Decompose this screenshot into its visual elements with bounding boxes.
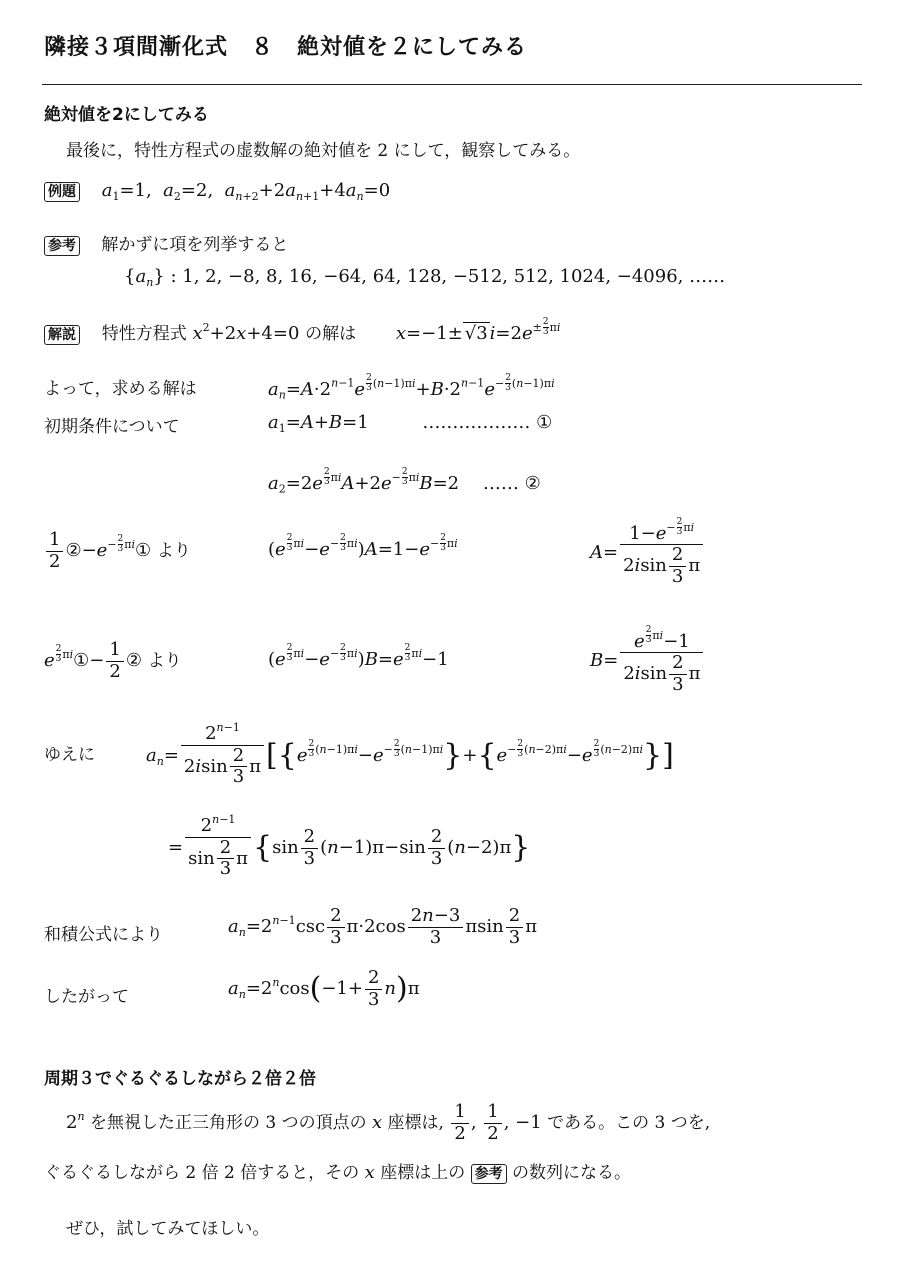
intro-paragraph: 最後に，特性方程式の虚数解の絶対値を 2 にして，観察してみる。	[66, 141, 581, 161]
dots-1: ………………	[422, 412, 531, 433]
char-eq-formula: $x^2+2x+4=0$	[192, 320, 300, 344]
step-b-label: e $^{\frac{2}{3} \pi i}$①− $\frac{1}{2}$ ② より	[44, 639, 182, 682]
example-equation: $a_1=1$, $a_2=2$, $a_{n+2}+2a_{n+1}+4a_n=0$	[101, 180, 391, 203]
char-eq-suffix: の解は	[305, 323, 357, 344]
solution-tag: 解説	[44, 325, 80, 345]
a-value: A= $1-e^{- \frac{2}{3} \pi i}$ 2isin $\frac{2}{3}$ π	[590, 518, 705, 588]
page-title: 隣接３項間漸化式 ８ 絶対値を２にしてみる	[44, 35, 528, 60]
from-label-a: より	[156, 541, 191, 562]
sum-formula-result: $a_n=2^{n-1}\csc$ $\frac{2}{3}$ π·2cos $\frac{2n-3}{3}$ πsin $\frac{2}{3}$ π	[228, 905, 538, 948]
general-solution-formula: $a_n=A\cdot 2^{n-1}e$ $^{\frac{2}{3} (n-1)\pi i}+B\cdot 2^{n-1}e^{- \frac{2}{3} (n-1)\pi i}$	[268, 373, 555, 402]
final-formula: $a_n=2^n\cos(-1+$ $\frac{2}{3}$ n)π	[228, 967, 420, 1010]
mark-1: ①	[536, 412, 553, 433]
initial-condition-1: $a_1=A+B=1$ ……………… ①	[268, 412, 553, 435]
reference-text: 解かずに項を列挙すると	[101, 235, 289, 255]
reference-tag-inline: 参考	[471, 1164, 507, 1184]
b-value: B= e $^{\frac{2}{3} \pi i}$−1 2isin $\frac{2}{3}$ π	[590, 626, 705, 696]
reference-line	[44, 230, 288, 256]
an-sine-form: = $2^{n-1}$ sin $\frac{2}{3}$ π {sin $\frac{2}{3}$ (n−1)π−sin $\frac{2}{3}$ (n−2)π}	[168, 812, 531, 880]
sum-formula-label: 和積公式により	[44, 925, 163, 945]
example-line	[44, 180, 390, 202]
from-label-b: より	[147, 651, 182, 672]
title-rule	[42, 84, 862, 85]
step-a-label: $\frac{1}{2}$ $②-e^{- \frac{2}{3} \pi i}①$ より	[44, 530, 191, 572]
mark-2: ②	[524, 472, 541, 494]
general-solution-label: よって，求める解は	[44, 379, 197, 399]
solution-char-eq	[44, 318, 560, 345]
hence-label: したがって	[44, 987, 129, 1007]
therefore-label: ゆえに	[44, 745, 95, 765]
sequence-listing: $\{a_n\}$ : 1, 2, −8, 8, 16, −64, 64, 128, −512, 512, 1024, −4096, ……	[124, 266, 726, 289]
initial-condition-2: $a_2=2e$ $^{\frac{2}{3} \pi i}A+2e^{- \frac{2}{3} \pi i}B=2$ …… ②	[268, 467, 541, 496]
an-expansion: $a_n=$ $2^{n-1}$ 2isin $\frac{2}{3}$ π [{e $^{\frac{2}{3} (n-1)\pi i}-e^{- \frac{2}{3} (n-1)\pi i}\}+\{e^{- \frac{2}{3} (n-2)\pi i}-e$ $^{\frac{2}{3} (n-2)\pi i}$}]	[146, 720, 674, 788]
section-heading-absolute-value: 絶対値を2にしてみる	[44, 105, 209, 125]
paragraph-doubling: ぐるぐるしながら 2 倍 2 倍すると，その x 座標は上の 参考 の数列になる。	[44, 1162, 632, 1183]
section-heading-period3: 周期３でぐるぐるしながら２倍２倍	[44, 1069, 316, 1089]
step-a-equation: (e $^{\frac{2}{3} \pi i}-e^{- \frac{2}{3} \pi i})A=1-e^{- \frac{2}{3} \pi i}$	[268, 533, 458, 560]
char-eq-label: 特性方程式	[101, 323, 187, 344]
paragraph-vertices: 2$^n$ を無視した正三角形の 3 つの頂点の x 座標は, $\frac{1}{2}$ , $\frac{1}{2}$ , −1 である。この 3 つを,	[66, 1101, 711, 1144]
dots-2: ……	[482, 472, 519, 494]
closing-sentence: ぜひ，試してみてほしい。	[66, 1219, 270, 1239]
step-b-equation: (e $^{\frac{2}{3} \pi i}-e^{- \frac{2}{3} \pi i})B=e$ $^{\frac{2}{3} \pi i}$−1	[268, 643, 449, 670]
sequence-values: 1, 2, −8, 8, 16, −64, 64, 128, −512, 512, 1024, −4096, ……	[182, 266, 726, 287]
initial-conditions-label: 初期条件について	[44, 417, 180, 437]
example-tag: 例題	[44, 182, 80, 202]
reference-tag: 参考	[44, 236, 80, 256]
char-eq-roots: x=−1± √3 $i=2e^{\pm \frac{2}{3} \pi i}$	[395, 317, 561, 344]
